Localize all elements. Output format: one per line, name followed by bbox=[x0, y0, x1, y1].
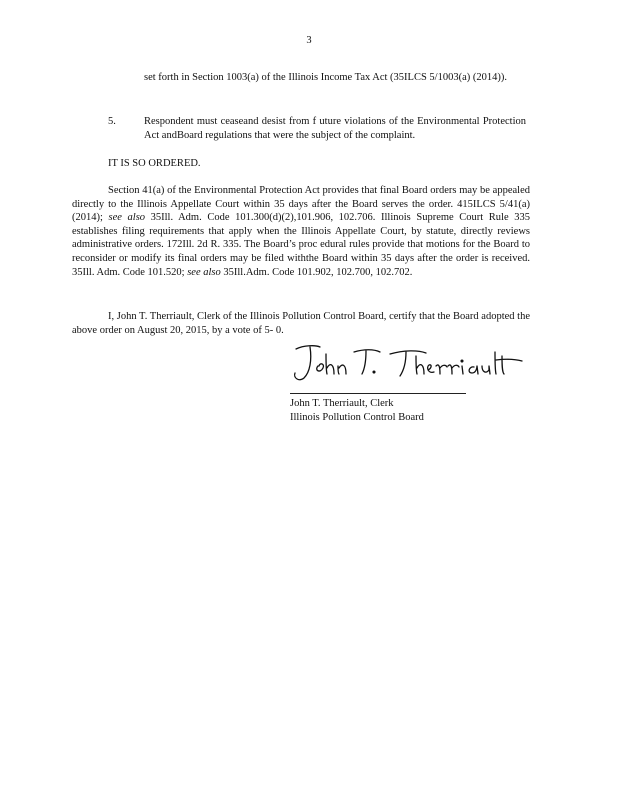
certification-paragraph bbox=[72, 310, 530, 337]
see-also-italic-2: see also bbox=[187, 266, 221, 278]
page-number: 3 bbox=[306, 35, 312, 46]
continuation-paragraph: set forth in Section 1003(a) of the Illinois Income Tax Act (35ILCS 5/1003(a) (2014)). bbox=[144, 72, 507, 83]
clerk-organization: Illinois Pollution Control Board bbox=[290, 411, 424, 423]
appeal-text-part2: 35Ill. Adm. Code 101.300(d)(2),101.906, 102.706. Illinois Supreme Court Rule 335 establishes filing requirements that apply when the Illinois Appellate Court, by statute, directly reviews administrative orders. 172Ill. 2d R. 335. The Board’s proc edural rules provide that motions for the Board to reconsider or modify its final orders may be filed withthe Board within 35 days after the order is received. 35Ill. Adm. Code 101.520; bbox=[72, 212, 530, 278]
signature-line bbox=[290, 393, 466, 394]
see-also-italic-1: see also bbox=[108, 212, 146, 224]
item-text: Respondent must ceaseand desist from f uture violations of the Environmental Protection Act andBoard regulations that were the subject of the complaint. bbox=[144, 116, 526, 141]
appeal-text-part3: 35Ill.Adm. Code 101.902, 102.700, 102.702. bbox=[220, 266, 413, 278]
clerk-name: John T. Therriault, Clerk bbox=[290, 398, 394, 409]
appeal-text-part1: Section 41(a) of the Environmental Protection Act provides that final Board orders may be appealed directly to the Illinois Appellate Court within 35 days after the Board serves the order. 415ILCS 5/41(a) (2014); bbox=[72, 185, 530, 224]
certification-text: I, John T. Therriault, Clerk of the Illinois Pollution Control Board, certify that the Board adopted the above order on August 20, 2015, by a vote of 5- 0. bbox=[72, 311, 530, 336]
item-number: 5. bbox=[108, 116, 116, 127]
appeal-paragraph bbox=[72, 184, 530, 279]
clerk-block bbox=[290, 397, 424, 424]
so-ordered-line: IT IS SO ORDERED. bbox=[108, 158, 201, 169]
clerk-signature bbox=[290, 340, 526, 384]
